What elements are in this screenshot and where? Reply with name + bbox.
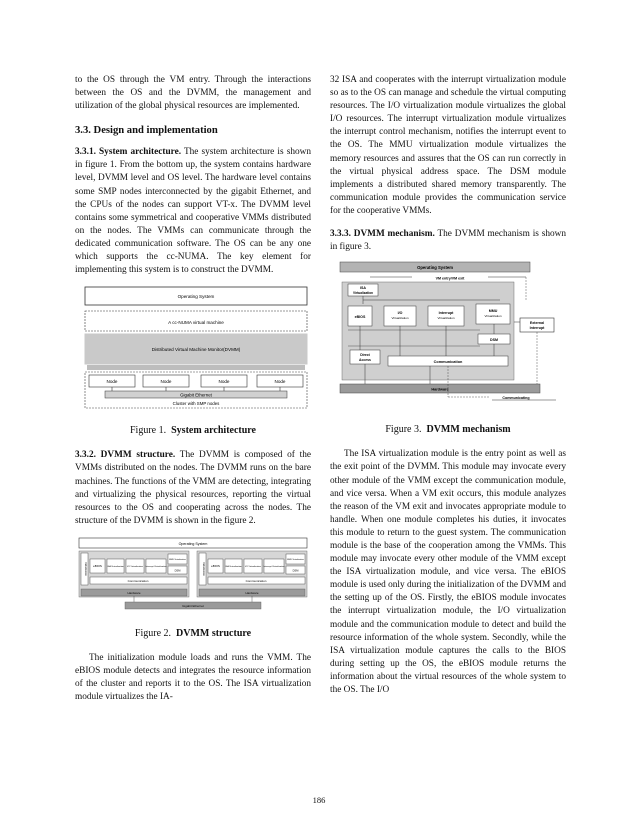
fig2-communication: Communication (127, 578, 149, 583)
fig1-ethernet-label: Gigabit Ethernet (180, 392, 212, 398)
paragraph-initialization: The initialization module loads and runs the VMM. The eBIOS module detects and integrates the resource information of the cluster and reports it to the OS. The ISA virtualization module virtualizes the IA- (75, 652, 311, 703)
fig3-vmentry-label: VM entry/VM exit (435, 276, 465, 281)
right-column (330, 74, 566, 697)
fig3-io-sub: Virtualization (391, 316, 409, 321)
paragraph-dvmm-structure (75, 449, 311, 528)
figure-3-diagram (330, 260, 566, 410)
subsection-title: 3.3.1. System architecture. (75, 147, 182, 158)
left-column (75, 74, 311, 704)
fig2-hardware: Hardware (127, 590, 141, 595)
fig2-module: eBIOS (211, 563, 220, 568)
fig3-dsm: DSM (490, 338, 498, 343)
fig2-module: ISA Virtualization (107, 565, 124, 568)
fig3-ebios: eBIOS (354, 315, 366, 320)
fig1-ccnuma-label: A cc-NUMA virtual machine (168, 320, 224, 326)
fig1-node: Node (160, 379, 172, 385)
fig2-module: DSM (174, 569, 181, 573)
page-number: 186 (312, 795, 326, 805)
fig3-mmu: MMU (488, 309, 498, 314)
fig3-access: Access (359, 358, 371, 363)
paragraph-intro: to the OS through the VM entry. Through the interactions between the OS and the DVMM, the management and utilization of the global physical resources are implemented. (75, 75, 311, 112)
fig2-module: Interrupt Virtualization (145, 565, 167, 568)
caption-title: DVMM mechanism (426, 424, 511, 436)
fig3-mmu-sub: Virtualization (484, 314, 502, 319)
fig2-module: eBIOS (93, 563, 102, 568)
fig1-node: Node (218, 379, 230, 385)
paragraph-continued: 32 ISA and cooperates with the interrupt virtualization module so as to the OS can manage and schedule the virtual computing resources. The I/O virtualization module virtualizes the global I/O resources. The interrupt virtualization module virtualizes the interrupt control mechanism, notifies the interrupt event to the OS. The MMU virtualization module virtualizes the memory resources and assures that the OS can run correctly in the virtual physical address space. The DSM module implements a distributed shared memory transparently. The communication module provides the communication service for the cooperative VMMs. (330, 75, 566, 216)
fig2-module: I/O Virtualization (126, 565, 144, 568)
figure-3 (330, 260, 566, 415)
fig2-module: I/O Virtualization (244, 565, 262, 568)
fig3-external: External (529, 321, 545, 326)
fig3-os-label: Operating System (417, 265, 453, 271)
fig1-node: Node (274, 379, 286, 385)
caption-label: Figure 1. (130, 425, 167, 437)
fig3-communication: Communication (433, 360, 463, 365)
caption-label: Figure 3. (385, 424, 422, 436)
paragraph-dvmm-mechanism (330, 228, 566, 254)
fig2-hardware: Hardware (245, 590, 259, 595)
figure-2-caption (75, 627, 311, 640)
fig2-communication: Communication (245, 578, 267, 583)
fig2-module: Interrupt Virtualization (263, 565, 285, 568)
figure-3-caption (330, 423, 566, 436)
paragraph-text: The DVMM is composed of the VMMs distributed on the nodes. The DVMM runs on the bare machines. The functions of the VMM are detecting, integrating and virtualizing the physical resources, reporting the virtual resources to the OS and cooperating across the nodes. The structure of the DVMM is shown in the figure 2. (75, 450, 311, 526)
fig3-isa: ISA (360, 286, 366, 291)
paragraph-system-architecture (75, 146, 311, 277)
fig3-isa-sub: Virtualization (353, 291, 373, 296)
figure-1-caption (75, 424, 311, 437)
paragraph-text: The system architecture is shown in figure 1. From the bottom up, the system contains hardware level, DVMM level and OS level. The hardware level contains some SMP nodes interconnected by the gigabit Ethernet, and the CPUs of the nodes can support VT-x. The DVMM level contains some symmetrical and cooperative VMMs distributed on the nodes. The VMMs can communicate through the dedicated communication software. The OS can be any one which supports the cc-NUMA. The key element for implementing this system is to construct the DVMM. (75, 147, 311, 276)
fig3-io: I/O (397, 311, 403, 316)
subsection-title: 3.3.3. DVMM mechanism. (330, 229, 435, 240)
subsection-title: 3.3.2. DVMM structure. (75, 450, 176, 461)
fig3-interrupt: Interrupt (438, 311, 454, 316)
fig2-init-label: Initialization (202, 562, 205, 576)
paragraph-isa-module: The ISA virtualization module is the entry point as well as the exit point of the DVMM. This module may invocate every other module of the VMM except the communication module, and vice versa. When a VM exit occurs, this module analyzes the reason of the VM exit and invocates appropriate module to handle. When one module completes his duties, it invocates this module to return to the guest system. The communication module is the base of the cooperation among the VMMs. This module may invocate every other module of the VMM except the ISA virtualization module, and vice versa. The eBIOS module is used only during the initialization of the DVMM and the setting up of the OS. Firstly, the eBIOS module invocates the interrupt virtualization module, the I/O virtualization module and the communication module to detect and build the resource information of the whole system. Secondly, while the ISA virtualization module captures the calls to the BIOS during setting up the OS, the eBIOS module returns the information about the virtual resources of the whole system to the OS. The I/O (330, 449, 567, 695)
fig3-interrupt-sub: Virtualization (437, 316, 455, 321)
caption-title: System architecture (171, 425, 256, 437)
caption-label: Figure 2. (134, 627, 172, 639)
figure-2 (75, 536, 311, 617)
fig2-module: DSM (292, 569, 299, 573)
fig2-module: MMU Virtualization (287, 558, 304, 561)
fig1-node: Node (106, 379, 118, 385)
fig3-communicating: Communicating (502, 396, 530, 401)
caption-title: DVMM structure (176, 627, 252, 639)
fig2-module: ISA Virtualization (225, 565, 242, 568)
fig1-os-label: Operating System (177, 294, 215, 300)
fig2-os-label: Operating System (178, 541, 208, 546)
fig1-dvmm-label: Distributed Virtual Machine Monitor(DVMM) (151, 347, 241, 353)
figure-1-diagram (75, 285, 311, 411)
section-heading: 3.3. Design and implementation (75, 125, 218, 137)
fig3-hardware: Hardware (431, 387, 449, 392)
figure-2-diagram (75, 536, 311, 612)
fig3-external-sub: Interrupt (529, 326, 545, 331)
fig3-direct: Direct (360, 353, 370, 358)
fig2-ethernet: Gigabit Ethernet (182, 603, 204, 608)
fig2-module: MMU Virtualization (169, 558, 186, 561)
figure-1 (75, 285, 311, 416)
fig1-cluster-label: Cluster with SMP nodes (172, 401, 220, 407)
fig2-init-label: Initialization (84, 562, 87, 576)
paragraph-text: The DVMM mechanism is shown in figure 3. (330, 229, 566, 253)
